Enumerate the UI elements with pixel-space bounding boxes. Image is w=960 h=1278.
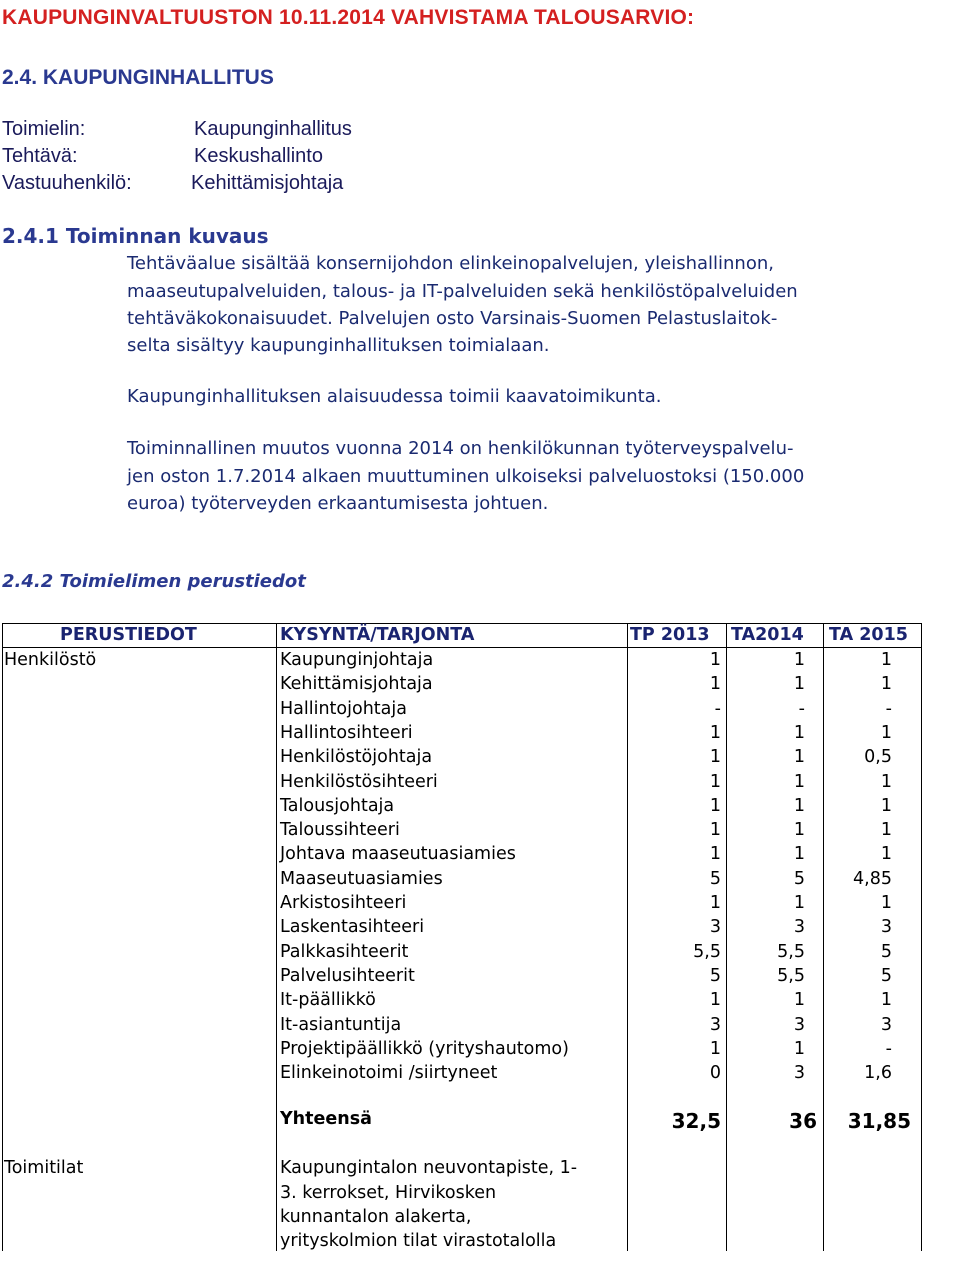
toimitilat-line: kunnantalon alakerta, — [280, 1207, 472, 1227]
table-header-tp2013: TP 2013 — [630, 625, 710, 645]
table-row-tp2013: 1 — [709, 796, 721, 816]
table-row-ta2014: 3 — [793, 1015, 805, 1035]
table-row-tp2013: 3 — [709, 1015, 721, 1035]
table-row-ta2014: 1 — [793, 796, 805, 816]
table-row-ta2015: 1 — [880, 796, 892, 816]
table-row-ta2014: 1 — [793, 772, 805, 792]
table-row-ta2015: 1 — [880, 844, 892, 864]
meta-label-toimielin: Toimielin: — [2, 118, 86, 140]
meta-value-vastuuhenkilo: Kehittämisjohtaja — [191, 172, 344, 194]
meta-label-tehtava: Tehtävä: — [2, 145, 78, 167]
table-row-ta2015: 1 — [880, 723, 892, 743]
table-row-tp2013: 1 — [709, 772, 721, 792]
table-header-border — [2, 647, 922, 648]
table-row-ta2015: 1,6 — [864, 1063, 892, 1083]
table-row-tp2013: 1 — [709, 747, 721, 767]
total-label: Yhteensä — [280, 1109, 372, 1129]
table-row-ta2014: 1 — [793, 747, 805, 767]
section-heading: 2.4. KAUPUNGINHALLITUS — [2, 66, 274, 89]
paragraph-kaavatoimikunta: Kaupunginhallituksen alaisuudessa toimii kaavatoimikunta. — [127, 386, 662, 407]
table-row-ta2014: 5,5 — [777, 966, 805, 986]
table-row-ta2015: 3 — [880, 917, 892, 937]
subsection-heading-perustiedot: 2.4.2 Toimielimen perustiedot — [2, 571, 306, 592]
table-row-name: Arkistosihteeri — [280, 893, 407, 913]
table-row-name: Henkilöstösihteeri — [280, 772, 438, 792]
meta-value-tehtava: Keskushallinto — [194, 145, 323, 167]
table-row-ta2014: 5 — [793, 869, 805, 889]
table-row-ta2015: - — [885, 699, 892, 719]
table-row-tp2013: 1 — [709, 1039, 721, 1059]
table-group-toimitilat: Toimitilat — [4, 1158, 84, 1178]
toimitilat-line: yrityskolmion tilat virastotalolla — [280, 1231, 557, 1251]
table-row-tp2013: 1 — [709, 650, 721, 670]
table-right-border — [921, 623, 922, 1251]
paragraph-line: selta sisältyy kaupunginhallituksen toimialaan. — [127, 335, 550, 356]
table-row-name: Kehittämisjohtaja — [280, 674, 433, 694]
table-row-ta2015: 1 — [880, 893, 892, 913]
table-row-ta2014: 1 — [793, 1039, 805, 1059]
toimitilat-line: 3. kerrokset, Hirvikosken — [280, 1183, 497, 1203]
table-header-ta2014: TA2014 — [731, 625, 804, 645]
table-row-name: Johtava maaseutuasiamies — [280, 844, 516, 864]
table-row-ta2015: 0,5 — [864, 747, 892, 767]
table-left-border — [2, 623, 3, 1251]
paragraph-line: tehtäväkokonaisuudet. Palvelujen osto Varsinais-Suomen Pelastuslaitok- — [127, 308, 778, 329]
table-row-name: Kaupunginjohtaja — [280, 650, 434, 670]
table-row-ta2014: - — [798, 699, 805, 719]
table-row-tp2013: 5,5 — [693, 942, 721, 962]
table-row-ta2014: 1 — [793, 820, 805, 840]
table-row-ta2015: 1 — [880, 990, 892, 1010]
toimitilat-line: Kaupungintalon neuvontapiste, 1- — [280, 1158, 578, 1178]
paragraph-line: maaseutupalveluiden, talous- ja IT-palveluiden sekä henkilöstöpalveluiden — [127, 281, 798, 302]
paragraph-line: euroa) työterveyden erkaantumisesta johtuen. — [127, 493, 549, 514]
table-row-ta2014: 1 — [793, 844, 805, 864]
table-top-border — [2, 623, 922, 624]
table-row-name: Palvelusihteerit — [280, 966, 415, 986]
table-row-ta2014: 3 — [793, 917, 805, 937]
paragraph-line: jen oston 1.7.2014 alkaen muuttuminen ulkoiseksi palveluostoksi (150.000 — [127, 466, 805, 487]
meta-label-vastuuhenkilo: Vastuuhenkilö: — [2, 172, 132, 194]
table-row-name: Henkilöstöjohtaja — [280, 747, 433, 767]
table-row-ta2014: 5,5 — [777, 942, 805, 962]
table-column-divider — [276, 623, 277, 1251]
table-header-kysynta: KYSYNTÄ/TARJONTA — [280, 625, 475, 645]
table-row-ta2015: 5 — [880, 966, 892, 986]
document-top-heading: KAUPUNGINVALTUUSTON 10.11.2014 VAHVISTAMA TALOUSARVIO: — [2, 6, 695, 29]
table-row-tp2013: 1 — [709, 723, 721, 743]
table-row-tp2013: 5 — [709, 966, 721, 986]
total-ta2015: 31,85 — [847, 1109, 911, 1133]
table-row-tp2013: 5 — [709, 869, 721, 889]
table-row-ta2015: 1 — [880, 820, 892, 840]
table-row-tp2013: 3 — [709, 917, 721, 937]
table-row-ta2015: - — [885, 1039, 892, 1059]
table-row-name: Laskentasihteeri — [280, 917, 425, 937]
table-row-ta2015: 5 — [880, 942, 892, 962]
paragraph-line: Tehtäväalue sisältää konsernijohdon elinkeinopalvelujen, yleishallinnon, — [127, 253, 774, 274]
table-header-perustiedot: PERUSTIEDOT — [60, 625, 197, 645]
total-ta2014: 36 — [789, 1109, 817, 1133]
table-row-tp2013: 1 — [709, 893, 721, 913]
table-row-name: Elinkeinotoimi /siirtyneet — [280, 1063, 498, 1083]
total-tp2013: 32,5 — [671, 1109, 721, 1133]
table-row-ta2014: 1 — [793, 650, 805, 670]
subsection-heading-toiminnan-kuvaus: 2.4.1 Toiminnan kuvaus — [2, 224, 269, 248]
table-row-name: Projektipäällikkö (yrityshautomo) — [280, 1039, 569, 1059]
table-row-name: Talousjohtaja — [280, 796, 395, 816]
table-row-name: Palkkasihteerit — [280, 942, 409, 962]
table-row-ta2014: 1 — [793, 893, 805, 913]
table-row-tp2013: - — [714, 699, 721, 719]
meta-value-toimielin: Kaupunginhallitus — [194, 118, 352, 140]
table-row-tp2013: 0 — [709, 1063, 721, 1083]
table-row-tp2013: 1 — [709, 844, 721, 864]
table-row-tp2013: 1 — [709, 820, 721, 840]
table-row-ta2014: 1 — [793, 723, 805, 743]
table-row-ta2015: 1 — [880, 674, 892, 694]
table-group-henkilosto: Henkilöstö — [4, 650, 97, 670]
table-row-name: It-päällikkö — [280, 990, 376, 1010]
table-row-ta2014: 1 — [793, 990, 805, 1010]
table-row-ta2015: 3 — [880, 1015, 892, 1035]
table-row-tp2013: 1 — [709, 990, 721, 1010]
table-row-ta2015: 1 — [880, 650, 892, 670]
table-row-name: It-asiantuntija — [280, 1015, 402, 1035]
table-row-name: Maaseutuasiamies — [280, 869, 443, 889]
table-row-ta2015: 1 — [880, 772, 892, 792]
table-row-ta2014: 1 — [793, 674, 805, 694]
table-header-ta2015: TA 2015 — [829, 625, 908, 645]
table-row-tp2013: 1 — [709, 674, 721, 694]
table-row-ta2015: 4,85 — [853, 869, 892, 889]
table-row-ta2014: 3 — [793, 1063, 805, 1083]
paragraph-line: Toiminnallinen muutos vuonna 2014 on henkilökunnan työterveyspalvelu- — [127, 438, 794, 459]
table-row-name: Taloussihteeri — [280, 820, 400, 840]
table-row-name: Hallintojohtaja — [280, 699, 407, 719]
table-row-name: Hallintosihteeri — [280, 723, 413, 743]
